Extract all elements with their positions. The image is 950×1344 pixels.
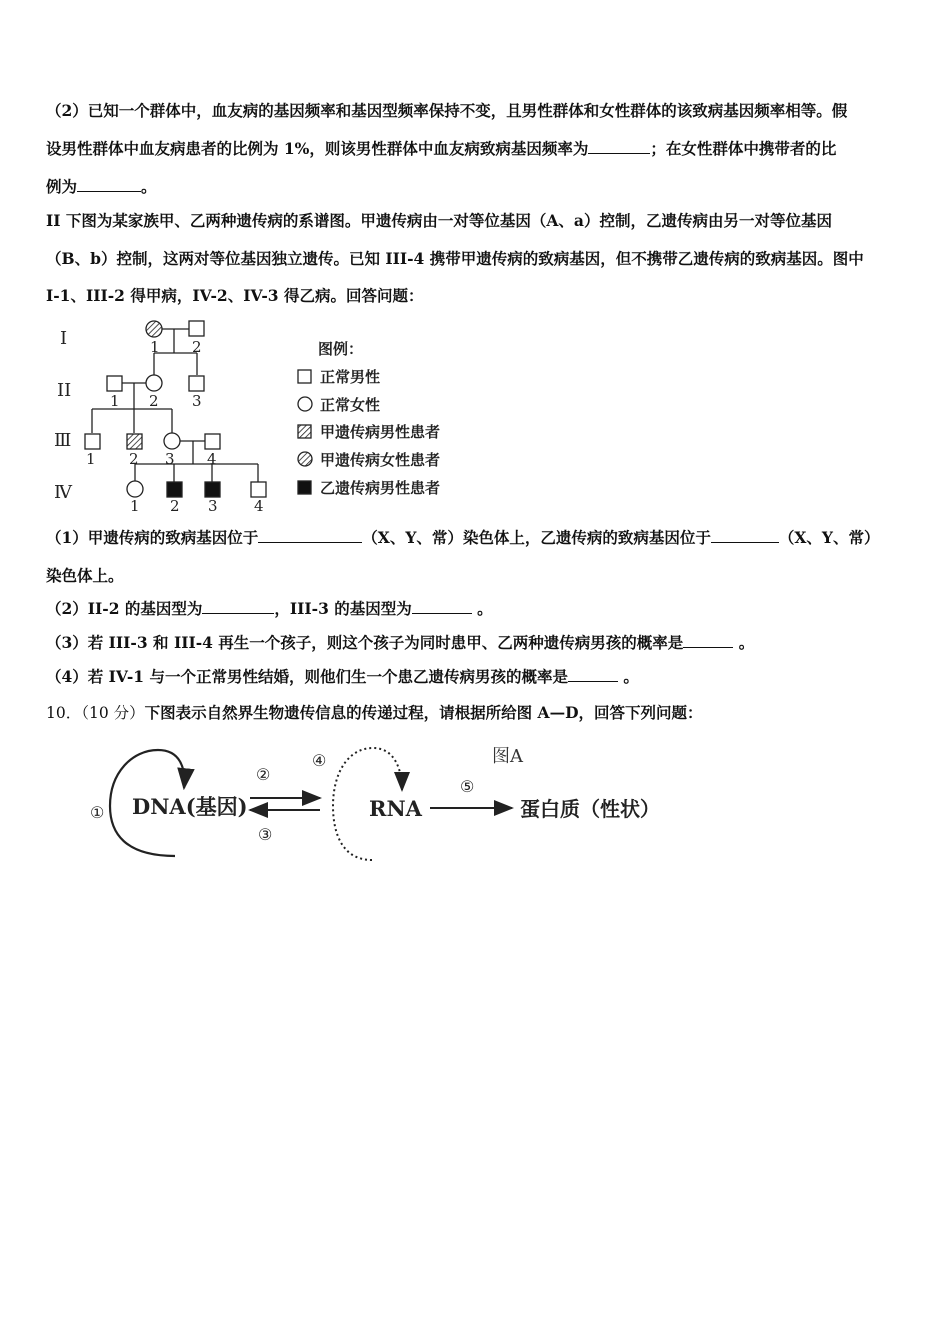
section2-line2: （B、b）控制，这两对等位基因独立遗传。已知 III-4 携带甲遗传病的致病基因，但不携带乙遗传病的致病基因。图中: [46, 249, 864, 268]
legend-a-male: 甲遗传病男性患者: [320, 423, 441, 441]
q4-line: （4）若 IV-1 与一个正常男性结婚，则他们生一个患乙遗传病男孩的概率是 。: [46, 667, 639, 686]
legend-b-male: 乙遗传病男性患者: [320, 479, 441, 497]
figure-a-central-dogma: [80, 738, 700, 868]
legend-normal-male-icon: [298, 370, 311, 383]
circle-2: ②: [256, 765, 271, 784]
answer-blank[interactable]: [77, 177, 141, 192]
gen-label-1: I: [60, 328, 68, 349]
legend-title: 图例：: [318, 340, 364, 358]
IV-1-normal-female: [127, 481, 143, 497]
III-3-normal-female: [164, 433, 180, 449]
IV-3-affected-male-b: [205, 482, 220, 497]
answer-blank[interactable]: [412, 599, 472, 614]
gen-label-4: Ⅳ: [54, 482, 72, 503]
legend-a-female-icon: [298, 452, 312, 466]
II-3-normal-male: [189, 376, 204, 391]
q8-2-line3: 例为 。: [46, 177, 157, 196]
answer-blank[interactable]: [258, 528, 362, 543]
rna-label: RNA: [369, 796, 422, 821]
answer-blank[interactable]: [588, 139, 650, 154]
q8-2-line2: 设男性群体中血友病患者的比例为 1%，则该男性群体中血友病致病基因频率为 ；在女性群体中携带者的比: [46, 139, 837, 158]
gen-label-3: Ⅲ: [54, 430, 72, 451]
q1-line1: （1）甲遗传病的致病基因位于 （X、Y、常）染色体上，乙遗传病的致病基因位于 （X、Y、常）: [46, 528, 880, 547]
III-1-label: 1: [86, 450, 96, 468]
q10-line: 10．（10 分）下图表示自然界生物遗传信息的传递过程，请根据所给图 A—D，回答下列问题：: [46, 703, 703, 722]
I-2-normal-male: [189, 321, 204, 336]
circle-3: ③: [258, 825, 273, 844]
I-1-label: 1: [150, 338, 160, 356]
III-1-normal-male: [85, 434, 100, 449]
dna-gene-label: DNA(基因): [132, 794, 248, 819]
q3-line: （3）若 III-3 和 III-4 再生一个孩子，则这个孩子为同时患甲、乙两种遗传病男孩的概率是 。: [46, 633, 755, 652]
legend-normal-male: 正常男性: [320, 368, 381, 386]
I-2-label: 2: [192, 338, 202, 356]
q8-2-line1: （2）已知一个群体中，血友病的基因频率和基因型频率保持不变，且男性群体和女性群体的该致病基因频率相等。假: [46, 101, 848, 120]
circle-1: ①: [90, 803, 105, 822]
II-1-normal-male: [107, 376, 122, 391]
answer-blank[interactable]: [711, 528, 779, 543]
circle-4: ④: [312, 751, 327, 770]
legend-b-male-icon: [298, 481, 311, 494]
q2-line: （2）II-2 的基因型为 ，III-3 的基因型为 。: [46, 599, 493, 618]
I-1-affected-female-a: [146, 321, 162, 337]
circle-5: ⑤: [460, 777, 475, 796]
legend-normal-female-icon: [298, 397, 312, 411]
II-1-label: 1: [110, 392, 120, 410]
answer-blank[interactable]: [202, 599, 274, 614]
answer-blank[interactable]: [683, 633, 733, 648]
II-2-label: 2: [149, 392, 159, 410]
II-3-label: 3: [192, 392, 202, 410]
III-4-label: 4: [207, 450, 217, 468]
protein-label: 蛋白质（性状）: [520, 797, 660, 821]
section2-line3: I-1、III-2 得甲病，IV-2、IV-3 得乙病。回答问题：: [46, 286, 424, 305]
II-2-normal-female: [146, 375, 162, 391]
IV-1-label: 1: [130, 497, 140, 515]
section2-line1: II 下图为某家族甲、乙两种遗传病的系谱图。甲遗传病由一对等位基因（A、a）控制，乙遗传病由另一对等位基因: [46, 211, 832, 230]
pedigree-chart: [40, 312, 480, 518]
answer-blank[interactable]: [568, 667, 618, 682]
q1-line2: 染色体上。: [46, 566, 124, 585]
III-2-label: 2: [129, 450, 139, 468]
IV-4-label: 4: [254, 497, 264, 515]
gen-label-2: II: [57, 380, 72, 401]
legend-normal-female: 正常女性: [320, 396, 381, 414]
legend-a-male-icon: [298, 425, 311, 438]
III-3-label: 3: [165, 450, 175, 468]
IV-2-label: 2: [170, 497, 180, 515]
IV-4-normal-male: [251, 482, 266, 497]
figure-title: 图A: [492, 746, 523, 767]
III-2-affected-male-a: [127, 434, 142, 449]
legend-a-female: 甲遗传病女性患者: [320, 451, 441, 469]
IV-2-affected-male-b: [167, 482, 182, 497]
III-4-normal-male: [205, 434, 220, 449]
IV-3-label: 3: [208, 497, 218, 515]
